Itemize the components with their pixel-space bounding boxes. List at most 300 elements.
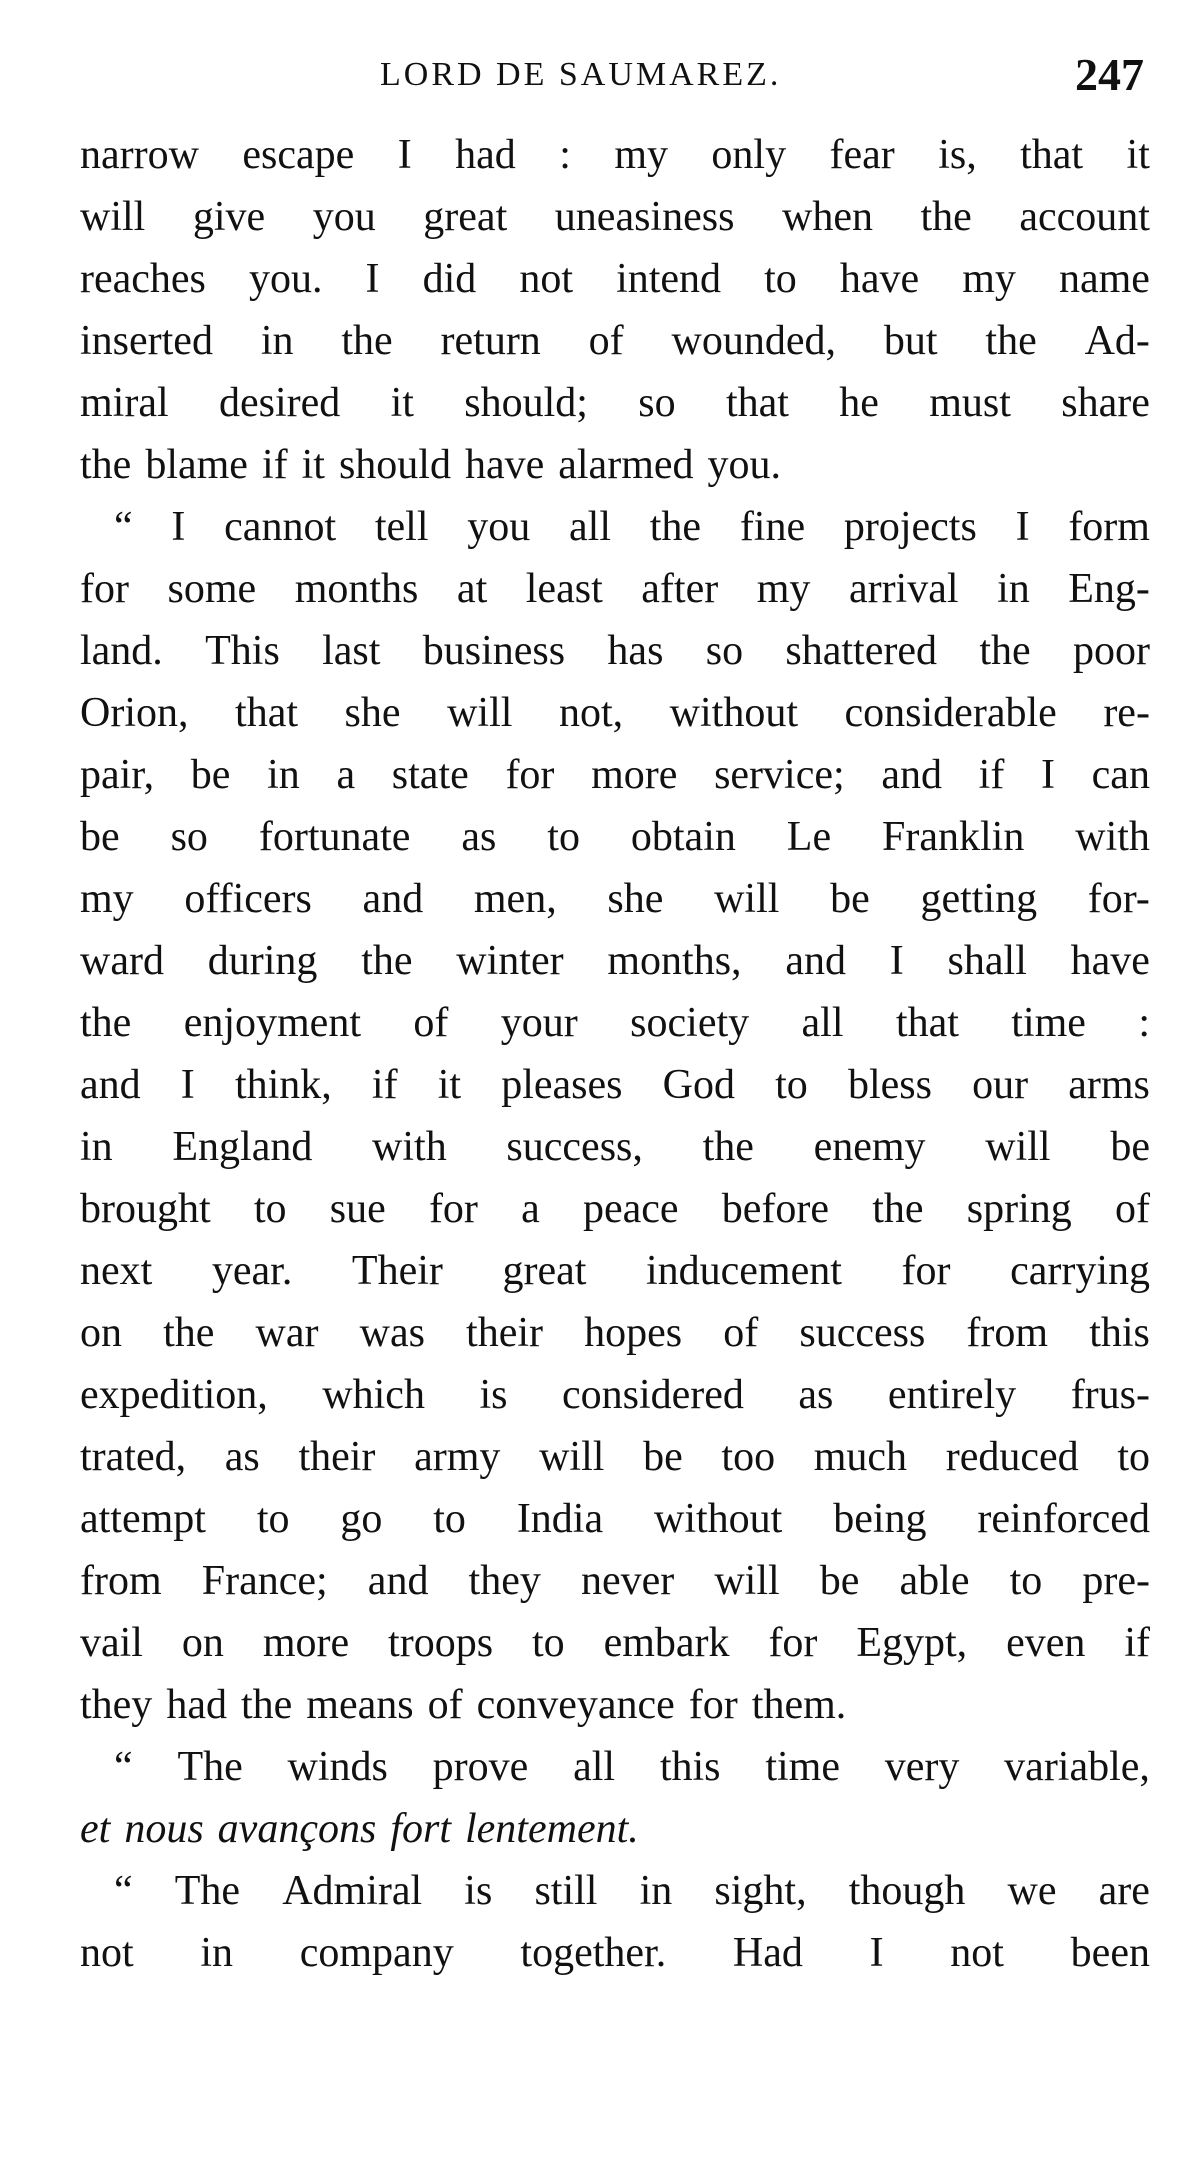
word: never: [580, 1558, 675, 1604]
word: not: [950, 1930, 1004, 1976]
word: during: [207, 938, 318, 984]
word: been: [1070, 1930, 1150, 1976]
text-line: [80, 1922, 1150, 1984]
word: :: [559, 132, 571, 178]
word: if: [371, 1062, 398, 1108]
word: will: [985, 1124, 1051, 1170]
word: of: [588, 318, 624, 364]
word: great: [423, 194, 508, 240]
word: our: [972, 1062, 1029, 1108]
text-line: [80, 1364, 1150, 1426]
text-line: [80, 496, 1150, 558]
word: hopes: [584, 1310, 683, 1356]
word: peace: [582, 1186, 679, 1232]
word: embark: [603, 1620, 730, 1666]
word: avançons: [217, 1806, 377, 1852]
word: for: [80, 566, 129, 612]
word: to: [775, 1062, 808, 1108]
page-number: 247: [1075, 49, 1144, 100]
word: vail: [80, 1620, 143, 1666]
word: Had: [732, 1930, 803, 1976]
text-line: [80, 310, 1150, 372]
word: sue: [329, 1186, 386, 1232]
word: account: [1019, 194, 1150, 240]
word: getting: [920, 876, 1038, 922]
word: in: [997, 566, 1030, 612]
word: we: [1007, 1868, 1057, 1914]
word: success,: [506, 1124, 643, 1170]
word: I: [1015, 504, 1030, 550]
word: if: [978, 752, 1005, 798]
text-line: [80, 1116, 1150, 1178]
word: fear: [829, 132, 895, 178]
word: all: [569, 504, 611, 550]
word: troops: [388, 1620, 494, 1666]
word: was: [359, 1310, 425, 1356]
word: have: [839, 256, 920, 302]
word: return: [440, 318, 541, 364]
word: it: [301, 442, 325, 488]
word: ward: [80, 938, 164, 984]
word: will: [714, 876, 780, 922]
word: it: [390, 380, 414, 426]
word: to: [253, 1186, 287, 1232]
word: form: [1068, 504, 1150, 550]
word: a: [521, 1186, 540, 1232]
word: considerable: [844, 690, 1057, 736]
word: company: [299, 1930, 454, 1976]
text-line: [80, 248, 1150, 310]
word: in: [267, 752, 300, 798]
word: business: [422, 628, 566, 674]
word: not: [519, 256, 573, 302]
word: and: [367, 1558, 429, 1604]
word: I: [180, 1062, 195, 1108]
word: bless: [847, 1062, 932, 1108]
word: not,: [558, 690, 624, 736]
word: my: [614, 132, 668, 178]
word: I: [365, 256, 380, 302]
text-line: [80, 1488, 1150, 1550]
word: more: [262, 1620, 350, 1666]
text-line: [80, 1178, 1150, 1240]
word: India: [516, 1496, 604, 1542]
word: their: [466, 1310, 544, 1356]
word: did: [422, 256, 477, 302]
word: trated,: [80, 1434, 187, 1480]
word: and: [362, 876, 424, 922]
word: and: [881, 752, 942, 798]
word: miral: [80, 380, 169, 426]
word: projects: [843, 504, 977, 550]
word: Orion,: [80, 690, 189, 736]
word: the: [361, 938, 413, 984]
word: from: [80, 1558, 162, 1604]
word: in: [200, 1930, 234, 1976]
word: winds: [287, 1744, 388, 1790]
word: together.: [520, 1930, 667, 1976]
word: name: [1058, 256, 1150, 302]
word: to: [547, 814, 580, 860]
word: land.: [80, 628, 163, 674]
word: great: [502, 1248, 587, 1294]
word: of: [413, 1000, 449, 1046]
word: has: [607, 628, 664, 674]
word: in: [80, 1124, 113, 1170]
word: for: [901, 1248, 951, 1294]
word: you.: [707, 442, 781, 488]
word: Egypt,: [856, 1620, 968, 1666]
word: my: [80, 876, 134, 922]
word: frus-: [1070, 1372, 1150, 1418]
word: more: [591, 752, 678, 798]
word: she: [607, 876, 664, 922]
word: when: [781, 194, 873, 240]
word: which: [322, 1372, 425, 1418]
word: for: [688, 1682, 738, 1728]
word: have: [464, 442, 545, 488]
text-line: [80, 1054, 1150, 1116]
word: on: [80, 1310, 122, 1356]
word: very: [884, 1744, 960, 1790]
word: so: [638, 380, 676, 426]
word: but: [883, 318, 938, 364]
word: cannot: [224, 504, 337, 550]
text-line: [80, 186, 1150, 248]
text-line: [80, 1798, 1150, 1860]
text-line: [80, 1426, 1150, 1488]
word: they: [468, 1558, 541, 1604]
word: must: [929, 380, 1011, 426]
word: This: [205, 628, 280, 674]
word: be: [1110, 1124, 1150, 1170]
word: their: [298, 1434, 376, 1480]
word: shattered: [785, 628, 937, 674]
word: I: [171, 504, 186, 550]
word: for: [768, 1620, 818, 1666]
text-line: [80, 682, 1150, 744]
word: The: [177, 1744, 243, 1790]
text-line: [80, 1674, 1150, 1736]
word: I: [397, 132, 412, 178]
word: before: [721, 1186, 830, 1232]
word: state: [391, 752, 469, 798]
word: “: [114, 504, 133, 550]
word: that: [1020, 132, 1084, 178]
word: I: [869, 1930, 884, 1976]
word: variable,: [1004, 1744, 1150, 1790]
text-line: [80, 992, 1150, 1054]
word: Le: [786, 814, 832, 860]
word: of: [1114, 1186, 1150, 1232]
word: with: [1075, 814, 1150, 860]
word: be: [80, 814, 120, 860]
text-line: [80, 1860, 1150, 1922]
word: and: [785, 938, 846, 984]
word: alarmed: [558, 442, 694, 488]
word: much: [813, 1434, 908, 1480]
word: considered: [561, 1372, 744, 1418]
word: time: [765, 1744, 840, 1790]
word: they: [80, 1682, 153, 1728]
word: share: [1061, 380, 1150, 426]
word: is,: [938, 132, 977, 178]
word: my: [962, 256, 1016, 302]
word: this: [1089, 1310, 1150, 1356]
word: your: [500, 1000, 578, 1046]
text-line: [80, 1550, 1150, 1612]
word: so: [705, 628, 744, 674]
word: you.: [248, 256, 323, 302]
word: are: [1098, 1868, 1150, 1914]
text-line: [80, 558, 1150, 620]
word: go: [340, 1496, 383, 1542]
word: I: [1040, 752, 1055, 798]
word: time: [1011, 1000, 1086, 1046]
word: that: [235, 690, 299, 736]
word: the: [341, 318, 393, 364]
word: wounded,: [671, 318, 837, 364]
word: society: [630, 1000, 750, 1046]
word: will: [539, 1434, 605, 1480]
text-line: [80, 1240, 1150, 1302]
word: is: [464, 1868, 493, 1914]
running-title: LORD DE SAUMAREZ.: [380, 56, 782, 93]
word: had: [166, 1682, 227, 1728]
word: being: [833, 1496, 927, 1542]
word: still: [534, 1868, 598, 1914]
text-line: [80, 930, 1150, 992]
word: be: [643, 1434, 683, 1480]
word: arms: [1068, 1062, 1150, 1108]
word: so: [170, 814, 208, 860]
text-line: [80, 744, 1150, 806]
word: the: [80, 442, 132, 488]
text-line: [80, 372, 1150, 434]
word: the: [985, 318, 1037, 364]
word: :: [1138, 1000, 1150, 1046]
word: to: [1009, 1558, 1043, 1604]
word: for: [428, 1186, 478, 1232]
word: the: [80, 1000, 132, 1046]
text-line: [80, 806, 1150, 868]
word: able: [899, 1558, 970, 1604]
word: pair,: [80, 752, 155, 798]
word: enemy: [813, 1124, 926, 1170]
word: reinforced: [977, 1496, 1150, 1542]
word: attempt: [80, 1496, 206, 1542]
word: fine: [739, 504, 806, 550]
word: too: [721, 1434, 776, 1480]
word: England: [172, 1124, 313, 1170]
word: my: [756, 566, 811, 612]
word: to: [764, 256, 797, 302]
word: means: [306, 1682, 414, 1728]
word: all: [801, 1000, 844, 1046]
word: he: [839, 380, 879, 426]
word: arrival: [848, 566, 959, 612]
word: conveyance: [476, 1682, 675, 1728]
word: though: [848, 1868, 966, 1914]
text-line: [80, 868, 1150, 930]
word: “: [114, 1744, 133, 1790]
word: this: [659, 1744, 721, 1790]
word: you: [467, 504, 531, 550]
word: least: [525, 566, 603, 612]
word: at: [456, 566, 488, 612]
word: the: [979, 628, 1031, 674]
word: uneasiness: [554, 194, 735, 240]
word: et: [80, 1806, 111, 1852]
word: nous: [124, 1806, 204, 1852]
text-line: [80, 1736, 1150, 1798]
word: as: [461, 814, 497, 860]
word: have: [1070, 938, 1150, 984]
word: be: [190, 752, 231, 798]
word: it: [437, 1062, 462, 1108]
word: as: [798, 1372, 834, 1418]
word: for: [505, 752, 555, 798]
word: she: [344, 690, 401, 736]
word: with: [372, 1124, 447, 1170]
word: to: [531, 1620, 565, 1666]
word: you: [312, 194, 376, 240]
word: narrow: [80, 132, 199, 178]
word: if: [1124, 1620, 1150, 1666]
text-line: [80, 620, 1150, 682]
word: the: [702, 1124, 754, 1170]
word: as: [224, 1434, 260, 1480]
word: prove: [432, 1744, 529, 1790]
word: in: [639, 1868, 673, 1914]
word: lentement.: [465, 1806, 639, 1852]
body-text: [80, 124, 1150, 1984]
word: expedition,: [80, 1372, 268, 1418]
word: The: [174, 1868, 241, 1914]
word: year.: [211, 1248, 293, 1294]
word: service;: [714, 752, 845, 798]
word: winter: [456, 938, 564, 984]
word: even: [1006, 1620, 1086, 1666]
word: some: [167, 566, 257, 612]
word: give: [192, 194, 266, 240]
word: of: [427, 1682, 463, 1728]
running-head: [80, 44, 1150, 104]
word: be: [830, 876, 870, 922]
word: pleases: [501, 1062, 623, 1108]
word: only: [711, 132, 787, 178]
word: carrying: [1010, 1248, 1150, 1294]
word: from: [966, 1310, 1049, 1356]
word: the: [163, 1310, 215, 1356]
word: after: [641, 566, 719, 612]
word: God: [662, 1062, 735, 1108]
word: should;: [464, 380, 588, 426]
word: next: [80, 1248, 153, 1294]
word: for-: [1087, 876, 1150, 922]
word: on: [181, 1620, 224, 1666]
word: “: [114, 1868, 133, 1914]
word: them.: [751, 1682, 847, 1728]
text-line: [80, 1612, 1150, 1674]
word: enjoyment: [183, 1000, 361, 1046]
word: Franklin: [882, 814, 1025, 860]
word: escape: [242, 132, 355, 178]
word: the: [872, 1186, 924, 1232]
word: the: [920, 194, 972, 240]
word: war: [255, 1310, 319, 1356]
word: will: [80, 194, 146, 240]
word: officers: [184, 876, 312, 922]
word: and: [80, 1062, 141, 1108]
word: last: [322, 628, 381, 674]
word: inducement: [645, 1248, 842, 1294]
word: the: [649, 504, 702, 550]
word: if: [261, 442, 288, 488]
word: poor: [1072, 628, 1150, 674]
word: had: [455, 132, 516, 178]
word: re-: [1103, 690, 1150, 736]
word: in: [260, 318, 294, 364]
word: without: [653, 1496, 783, 1542]
word: shall: [947, 938, 1027, 984]
word: that: [895, 1000, 959, 1046]
word: is: [479, 1372, 508, 1418]
word: desired: [218, 380, 341, 426]
text-line: [80, 124, 1150, 186]
word: a: [336, 752, 356, 798]
word: it: [1126, 132, 1150, 178]
word: to: [256, 1496, 290, 1542]
word: sight,: [714, 1868, 807, 1914]
word: to: [433, 1496, 466, 1542]
word: success: [799, 1310, 926, 1356]
word: that: [725, 380, 789, 426]
word: I: [889, 938, 904, 984]
word: army: [414, 1434, 501, 1480]
word: brought: [80, 1186, 211, 1232]
word: of: [723, 1310, 759, 1356]
word: pre-: [1082, 1558, 1150, 1604]
word: spring: [966, 1186, 1072, 1232]
text-line: [80, 1302, 1150, 1364]
word: obtain: [630, 814, 736, 860]
word: France;: [201, 1558, 328, 1604]
word: inserted: [80, 318, 213, 364]
word: months: [294, 566, 419, 612]
word: reduced: [945, 1434, 1079, 1480]
word: will: [714, 1558, 780, 1604]
word: the: [240, 1682, 293, 1728]
word: months,: [607, 938, 742, 984]
word: to: [1117, 1434, 1150, 1480]
word: be: [819, 1558, 860, 1604]
word: should: [338, 442, 451, 488]
word: will: [447, 690, 513, 736]
word: Their: [351, 1248, 443, 1294]
word: all: [573, 1744, 616, 1790]
word: men,: [473, 876, 557, 922]
word: tell: [374, 504, 429, 550]
word: reaches: [80, 256, 206, 302]
word: blame: [145, 442, 248, 488]
word: not: [80, 1930, 134, 1976]
word: think,: [234, 1062, 332, 1108]
word: Ad-: [1084, 318, 1150, 364]
word: Admiral: [282, 1868, 423, 1914]
word: can: [1091, 752, 1150, 798]
word: fort: [390, 1806, 451, 1852]
